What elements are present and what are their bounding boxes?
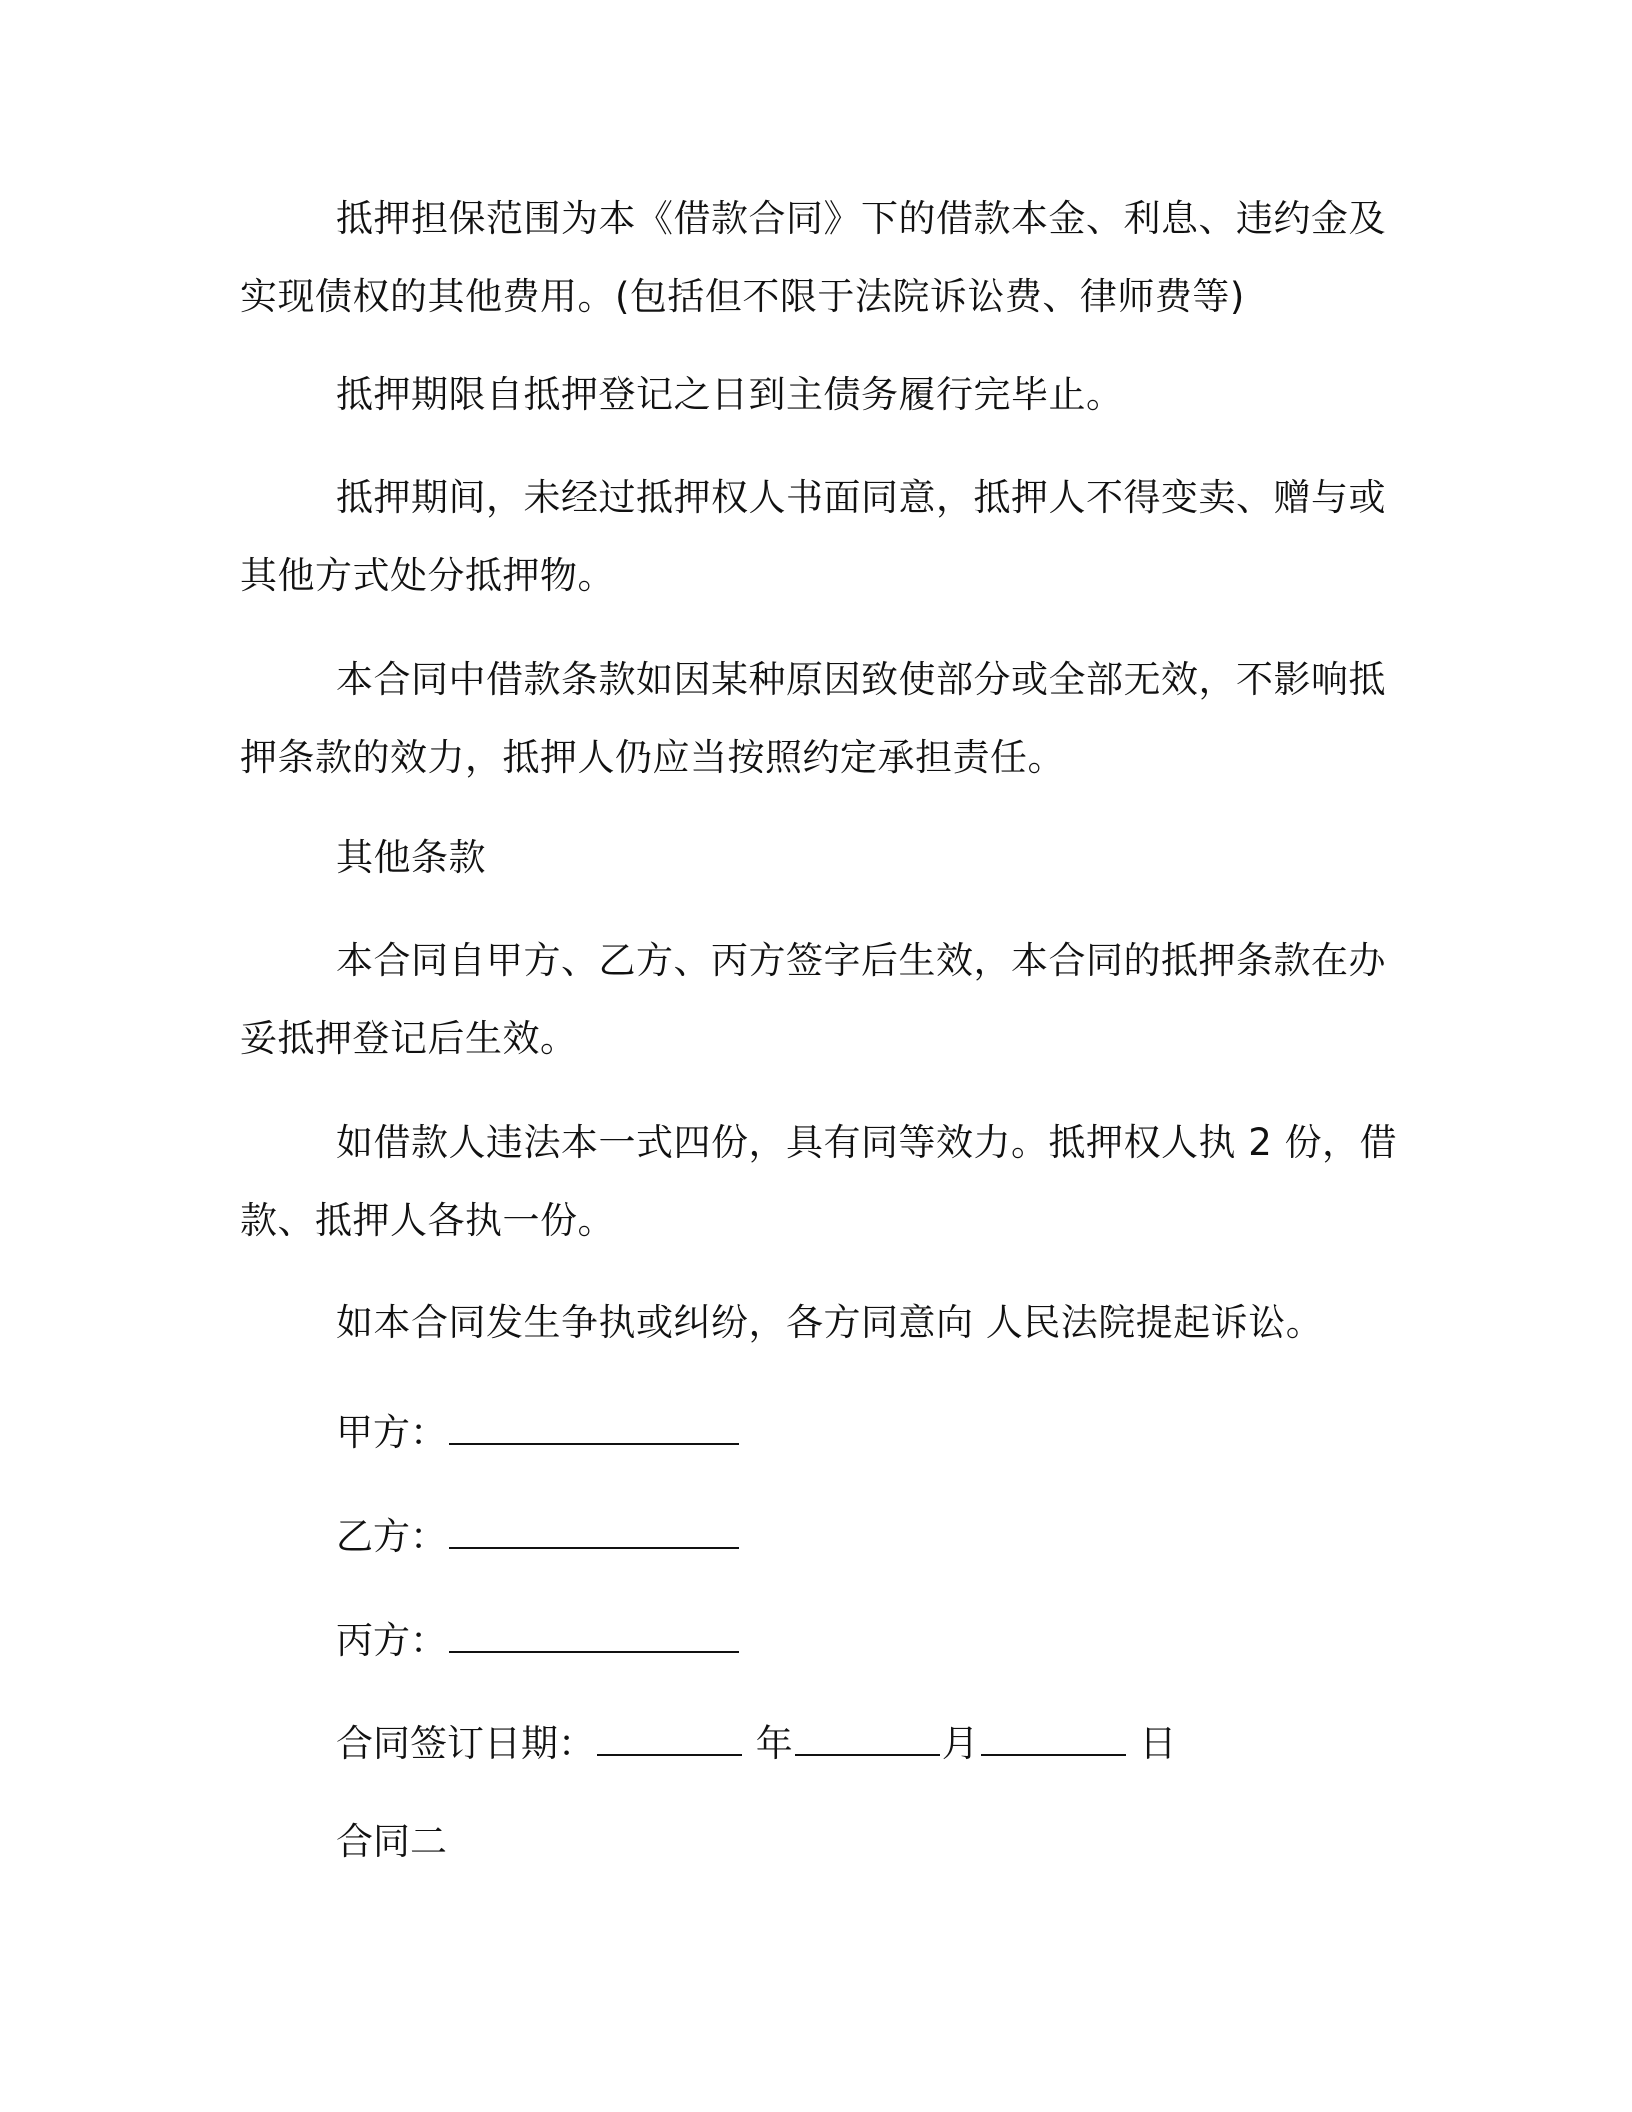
section-heading: 其他条款 bbox=[336, 836, 486, 879]
paragraph-line: 如本合同发生争执或纠纷，各方同意向 人民法院提起诉讼。 bbox=[336, 1301, 1324, 1344]
next-section-title: 合同二 bbox=[336, 1820, 447, 1863]
paragraph-copies bbox=[240, 1104, 1398, 1260]
paragraph-line: 押条款的效力，抵押人仍应当按照约定承担责任。 bbox=[240, 736, 1065, 779]
paragraph-effectiveness bbox=[240, 922, 1386, 1078]
paragraph-clause-validity bbox=[240, 641, 1386, 797]
paragraph-line: 妥抵押登记后生效。 bbox=[240, 1017, 578, 1060]
party-b-signature-blank bbox=[449, 1513, 739, 1549]
section-heading-other-terms bbox=[240, 819, 1380, 897]
party-c-signature-blank bbox=[449, 1617, 739, 1653]
section-title-contract-two bbox=[336, 1812, 447, 1872]
paragraph-mortgage-scope bbox=[240, 180, 1386, 336]
party-a-label: 甲方： bbox=[336, 1411, 447, 1454]
paragraph-mortgage-disposal bbox=[240, 459, 1386, 615]
paragraph-line: 其他方式处分抵押物。 bbox=[240, 554, 615, 597]
paragraph-line: 抵押期间，未经过抵押权人书面同意，抵押人不得变卖、赠与或 bbox=[336, 476, 1386, 519]
paragraph-line: 如借款人违法本一式四份，具有同等效力。抵押权人执 2 份，借 bbox=[336, 1121, 1398, 1164]
party-a-signature-blank bbox=[449, 1409, 739, 1445]
signature-party-a bbox=[336, 1403, 741, 1463]
month-label: 月 bbox=[941, 1722, 979, 1765]
paragraph-dispute bbox=[240, 1284, 1380, 1362]
day-blank bbox=[981, 1720, 1126, 1756]
paragraph-line: 本合同中借款条款如因某种原因致使部分或全部无效，不影响抵 bbox=[336, 658, 1386, 701]
contract-signing-date bbox=[336, 1714, 1177, 1774]
year-blank bbox=[597, 1720, 742, 1756]
year-label: 年 bbox=[755, 1722, 793, 1765]
paragraph-line: 款、抵押人各执一份。 bbox=[240, 1199, 615, 1242]
paragraph-line: 实现债权的其他费用。(包括但不限于法院诉讼费、律师费等) bbox=[240, 275, 1245, 318]
party-b-label: 乙方： bbox=[336, 1515, 447, 1558]
paragraph-line: 抵押担保范围为本《借款合同》下的借款本金、利息、违约金及 bbox=[336, 197, 1386, 240]
party-c-label: 丙方： bbox=[336, 1619, 447, 1662]
day-label: 日 bbox=[1139, 1722, 1177, 1765]
month-blank bbox=[795, 1720, 940, 1756]
signature-party-c bbox=[336, 1611, 741, 1671]
paragraph-mortgage-term bbox=[240, 356, 1380, 434]
signature-party-b bbox=[336, 1507, 741, 1567]
date-label: 合同签订日期： bbox=[336, 1722, 595, 1765]
paragraph-line: 本合同自甲方、乙方、丙方签字后生效，本合同的抵押条款在办 bbox=[336, 939, 1386, 982]
paragraph-line: 抵押期限自抵押登记之日到主债务履行完毕止。 bbox=[336, 373, 1124, 416]
